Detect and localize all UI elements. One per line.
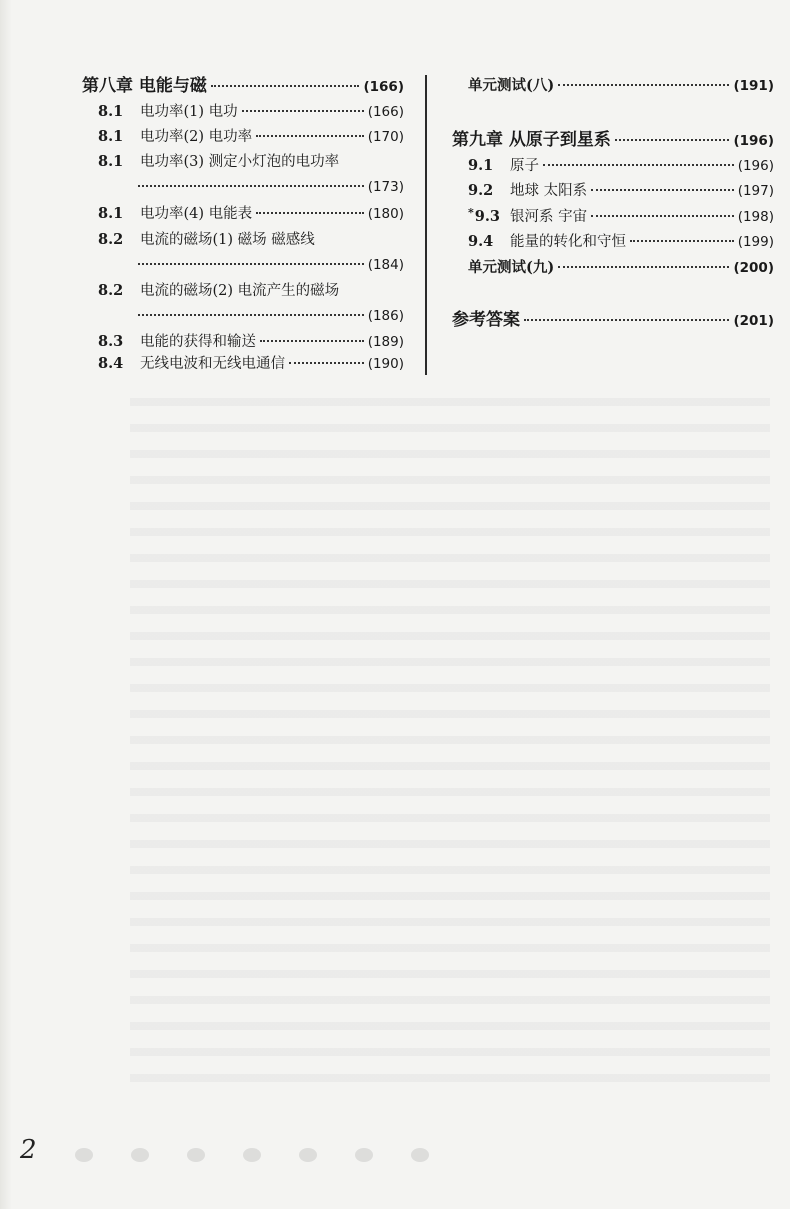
entry-title: 参考答案 (452, 310, 520, 330)
section-number: *9.3 (468, 206, 500, 225)
leader-dots (543, 164, 734, 166)
toc-section (82, 150, 404, 174)
page-reference: (196) (737, 158, 774, 174)
page-reference: (190) (367, 356, 404, 372)
leader-dots (591, 215, 734, 217)
entry-title: 无线电波和无线电通信 (140, 356, 285, 372)
toc-section (82, 352, 404, 376)
page-reference: (184) (367, 257, 404, 273)
toc-unit-test (452, 74, 774, 98)
entry-title: 电流的磁场(1) 磁场 磁感线 (140, 232, 315, 248)
toc-unit-test (452, 256, 774, 280)
toc-section (82, 125, 404, 149)
page-reference: (166) (363, 79, 404, 95)
section-number: 9.2 (468, 182, 494, 199)
page-reference: (200) (733, 260, 774, 276)
section-number: 8.1 (98, 153, 124, 170)
entry-title: 电功率(3) 测定小灯泡的电功率 (140, 154, 340, 170)
section-number: 8.1 (98, 103, 124, 120)
section-number: 8.3 (98, 333, 124, 350)
toc-continuation (82, 175, 404, 199)
leader-dots (558, 266, 729, 268)
leader-dots (615, 139, 730, 141)
page-reference: (189) (367, 334, 404, 350)
entry-title: 电功率(1) 电功 (140, 104, 238, 120)
page-reference: (196) (733, 133, 774, 149)
toc-chapter (452, 128, 774, 152)
page-reference: (166) (367, 104, 404, 120)
leader-dots (242, 110, 364, 112)
page-reference: (191) (733, 78, 774, 94)
leader-dots (289, 362, 364, 364)
section-number: 8.2 (98, 231, 124, 248)
page-reference: (186) (367, 308, 404, 324)
entry-title: 原子 (510, 158, 539, 174)
leader-dots (138, 185, 364, 187)
toc-chapter (82, 74, 404, 98)
section-number: 8.1 (98, 128, 124, 145)
leader-dots (138, 314, 364, 316)
page-reference: (198) (737, 209, 774, 225)
leader-dots (591, 189, 734, 191)
section-number: 9.1 (468, 157, 494, 174)
entry-title: 单元测试(九) (468, 259, 555, 276)
entry-title: 第九章 从原子到星系 (452, 130, 611, 150)
footer-decoration (75, 1148, 429, 1162)
toc-section (82, 100, 404, 124)
optional-marker: * (468, 206, 474, 219)
leader-dots (524, 319, 729, 321)
entry-title: 电功率(4) 电能表 (140, 206, 253, 222)
entry-title: 电流的磁场(2) 电流产生的磁场 (140, 283, 340, 299)
leader-dots (211, 85, 360, 87)
page-number: 2 (20, 1135, 37, 1165)
section-number: 8.1 (98, 205, 124, 222)
bleed-through-text (130, 380, 770, 1100)
entry-title: 地球 太阳系 (510, 183, 588, 199)
leader-dots (256, 135, 364, 137)
leader-dots (260, 340, 364, 342)
entry-title: 电功率(2) 电功率 (140, 129, 253, 145)
page-reference: (199) (737, 234, 774, 250)
toc-section (82, 279, 404, 303)
leader-dots (138, 263, 364, 265)
entry-title: 第八章 电能与磁 (82, 76, 207, 96)
section-number: 9.4 (468, 233, 494, 250)
page-reference: (180) (367, 206, 404, 222)
page-reference: (173) (367, 179, 404, 195)
entry-title: 能量的转化和守恒 (510, 234, 626, 250)
bleed-through-strip (0, 0, 12, 1209)
leader-dots (256, 212, 364, 214)
page-reference: (170) (367, 129, 404, 145)
leader-dots (558, 84, 729, 86)
toc-section (82, 202, 404, 226)
toc-section (452, 154, 774, 178)
toc-section (82, 228, 404, 252)
toc-continuation (82, 253, 404, 277)
entry-title: 银河系 宇宙 (510, 209, 588, 225)
toc-chapter (452, 308, 774, 332)
leader-dots (630, 240, 734, 242)
page-reference: (197) (737, 183, 774, 199)
toc-section (452, 230, 774, 254)
entry-title: 单元测试(八) (468, 77, 555, 94)
toc-continuation (82, 304, 404, 328)
page-reference: (201) (733, 313, 774, 329)
section-number: 8.4 (98, 355, 124, 372)
entry-title: 电能的获得和输送 (140, 334, 256, 350)
toc-section (452, 205, 774, 229)
section-number: 8.2 (98, 282, 124, 299)
toc-section (452, 179, 774, 203)
column-divider (425, 75, 427, 375)
toc-section (82, 330, 404, 354)
